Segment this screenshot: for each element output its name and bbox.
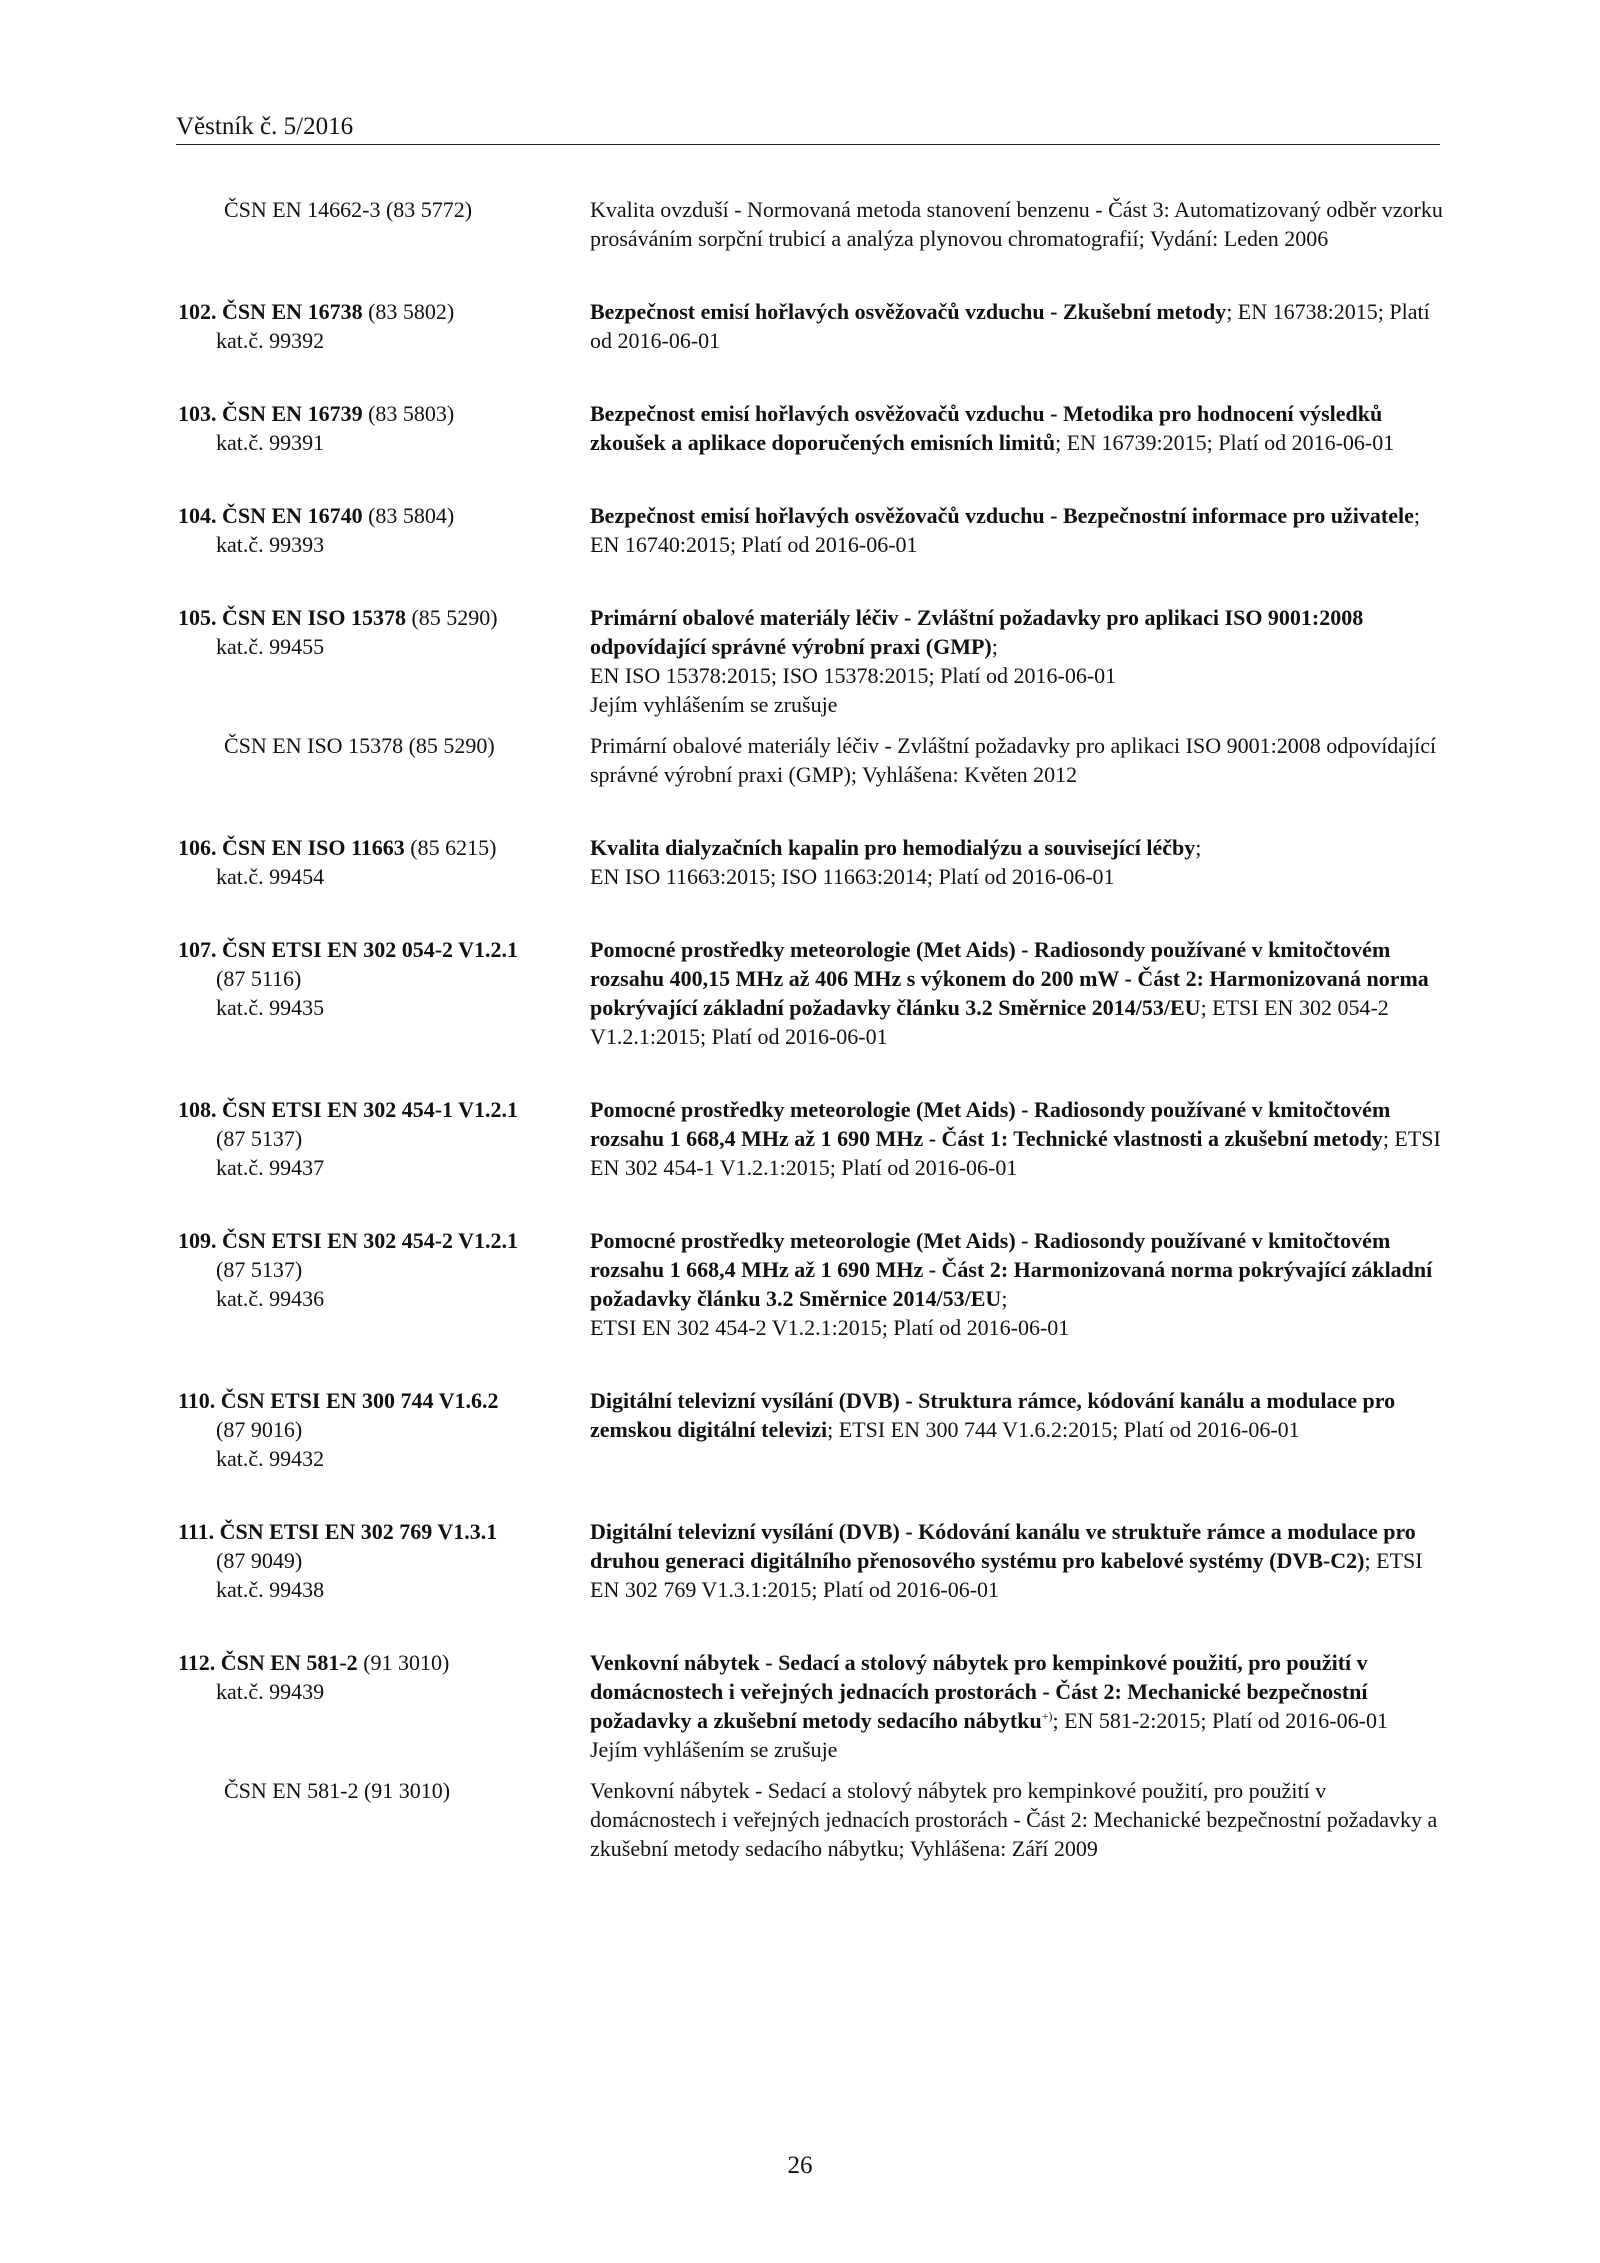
standard-designation: 110. ČSN ETSI EN 300 744 V1.6.2 (87 9016) kat.č. 99432	[178, 1386, 590, 1473]
standard-title: Bezpečnost emisí hořlavých osvěžovačů vzduchu - Zkušební metody; EN 16738:2015; Platí od 2016-06-01	[590, 299, 1430, 353]
catalog-number: kat.č. 99437	[216, 1155, 325, 1180]
repeal-note: Jejím vyhlášením se zrušuje	[590, 1737, 838, 1762]
standard-entry	[178, 1648, 1450, 1863]
standard-entry	[178, 501, 1450, 559]
standard-entry	[178, 833, 1450, 891]
standard-designation: 111. ČSN ETSI EN 302 769 V1.3.1 (87 9049) kat.č. 99438	[178, 1517, 590, 1604]
catalog-number: kat.č. 99439	[216, 1679, 325, 1704]
repeal-note: Jejím vyhlášením se zrušuje	[590, 692, 838, 717]
catalog-number: kat.č. 99393	[216, 532, 325, 557]
standard-title: Primární obalové materiály léčiv - Zvláštní požadavky pro aplikaci ISO 9001:2008 odpovídající správné výrobní praxi (GMP); EN ISO 15378:2015; ISO 15378:2015; Platí od 2016-06-01 Jejím vyhlášením se zrušuje	[590, 603, 1450, 719]
standard-entry	[178, 1095, 1450, 1182]
standard-entry	[178, 935, 1450, 1051]
standard-title: Digitální televizní vysílání (DVB) - Struktura rámce, kódování kanálu a modulace pro zemskou digitální televizi; ETSI EN 300 744 V1.6.2:2015; Platí od 2016-06-01	[590, 1388, 1396, 1442]
standard-entry	[178, 399, 1450, 457]
catalog-number: kat.č. 99392	[216, 328, 325, 353]
standard-entry	[178, 195, 1450, 253]
standard-designation: 105. ČSN EN ISO 15378 (85 5290) kat.č. 99455	[178, 603, 590, 719]
page-header	[176, 112, 1440, 145]
standard-designation: 102. ČSN EN 16738 (83 5802) kat.č. 99392	[178, 297, 590, 355]
catalog-number: kat.č. 99455	[216, 634, 325, 659]
standard-title: Bezpečnost emisí hořlavých osvěžovačů vzduchu - Bezpečnostní informace pro uživatele; EN 16740:2015; Platí od 2016-06-01	[590, 503, 1421, 557]
standard-designation: 104. ČSN EN 16740 (83 5804) kat.č. 99393	[178, 501, 590, 559]
standard-entry	[178, 1517, 1450, 1604]
replaced-standard: ČSN EN ISO 15378 (85 5290) Primární obalové materiály léčiv - Zvláštní požadavky pro aplikaci ISO 9001:2008 odpovídající správné výrobní praxi (GMP); Vyhlášena: Květen 2012	[224, 733, 1437, 787]
standard-title: Kvalita dialyzačních kapalin pro hemodialýzu a související léčby; EN ISO 11663:2015; ISO 11663:2014; Platí od 2016-06-01	[590, 835, 1202, 889]
standard-designation: 103. ČSN EN 16739 (83 5803) kat.č. 99391	[178, 399, 590, 457]
standard-title: Pomocné prostředky meteorologie (Met Aids) - Radiosondy používané v kmitočtovém rozsahu 1 668,4 MHz až 1 690 MHz - Část 2: Harmonizovaná norma pokrývající základní požadavky článku 3.2 Směrnice 2014/53/EU; ETSI EN 302 454-2 V1.2.1:2015; Platí od 2016-06-01	[590, 1228, 1433, 1340]
standard-designation: 109. ČSN ETSI EN 302 454-2 V1.2.1 (87 5137) kat.č. 99436	[178, 1226, 590, 1342]
catalog-number: kat.č. 99438	[216, 1577, 325, 1602]
standard-title: Pomocné prostředky meteorologie (Met Aids) - Radiosondy používané v kmitočtovém rozsahu 400,15 MHz až 406 MHz s výkonem do 200 mW - Část 2: Harmonizovaná norma pokrývající základní požadavky článku 3.2 Směrnice 2014/53/EU; ETSI EN 302 054-2 V1.2.1:2015; Platí od 2016-06-01	[590, 937, 1429, 1049]
standard-title: Bezpečnost emisí hořlavých osvěžovačů vzduchu - Metodika pro hodnocení výsledků zkoušek a aplikace doporučených emisních limitů; EN 16739:2015; Platí od 2016-06-01	[590, 401, 1395, 455]
standard-title: Pomocné prostředky meteorologie (Met Aids) - Radiosondy používané v kmitočtovém rozsahu 1 668,4 MHz až 1 690 MHz - Část 1: Technické vlastnosti a zkušební metody; ETSI EN 302 454-1 V1.2.1:2015; Platí od 2016-06-01	[590, 1097, 1441, 1180]
catalog-number: kat.č. 99435	[216, 995, 325, 1020]
standard-designation: 108. ČSN ETSI EN 302 454-1 V1.2.1 (87 5137) kat.č. 99437	[178, 1095, 590, 1182]
catalog-number: kat.č. 99436	[216, 1286, 325, 1311]
standard-title: Digitální televizní vysílání (DVB) - Kódování kanálu ve struktuře rámce a modulace pro druhou generaci digitálního přenosového systému pro kabelové systémy (DVB-C2); ETSI EN 302 769 V1.3.1:2015; Platí od 2016-06-01	[590, 1519, 1423, 1602]
catalog-number: kat.č. 99391	[216, 430, 325, 455]
catalog-number: kat.č. 99454	[216, 864, 325, 889]
standard-title: Venkovní nábytek - Sedací a stolový nábytek pro kempinkové použití, pro použití v domácnostech i veřejných jednacích prostorách - Část 2: Mechanické bezpečnostní požadavky a zkušební metody sedacího nábytku+); EN 581-2:2015; Platí od 2016-06-01 Jejím vyhlášením se zrušuje	[590, 1648, 1450, 1764]
standard-title: Kvalita ovzduší - Normovaná metoda stanovení benzenu - Část 3: Automatizovaný odběr vzorku prosáváním sorpční trubicí a analýza plynovou chromatografií; Vydání: Leden 2006	[590, 197, 1443, 251]
replaced-standard: ČSN EN 581-2 (91 3010) Venkovní nábytek - Sedací a stolový nábytek pro kempinkové použití, pro použití v domácnostech i veřejných jednacích prostorách - Část 2: Mechanické bezpečnostní požadavky a zkušební metody sedacího nábytku; Vyhlášena: Září 2009	[224, 1778, 1438, 1861]
standard-entry	[178, 1386, 1450, 1473]
standard-designation: ČSN EN 14662-3 (83 5772)	[224, 197, 473, 222]
footnote-mark: +)	[1041, 1709, 1053, 1723]
page-number: 26	[787, 2152, 813, 2179]
standard-entry	[178, 1226, 1450, 1342]
bulletin-title: Věstník č. 5/2016	[176, 113, 354, 140]
catalog-number: kat.č. 99432	[216, 1446, 325, 1471]
standard-entry	[178, 603, 1450, 789]
standard-designation: 106. ČSN EN ISO 11663 (85 6215) kat.č. 99454	[178, 833, 590, 891]
standard-entry	[178, 297, 1450, 355]
standard-designation: 112. ČSN EN 581-2 (91 3010) kat.č. 99439	[178, 1648, 590, 1764]
standard-designation: 107. ČSN ETSI EN 302 054-2 V1.2.1 (87 5116) kat.č. 99435	[178, 935, 590, 1051]
standards-list	[178, 195, 1450, 1907]
